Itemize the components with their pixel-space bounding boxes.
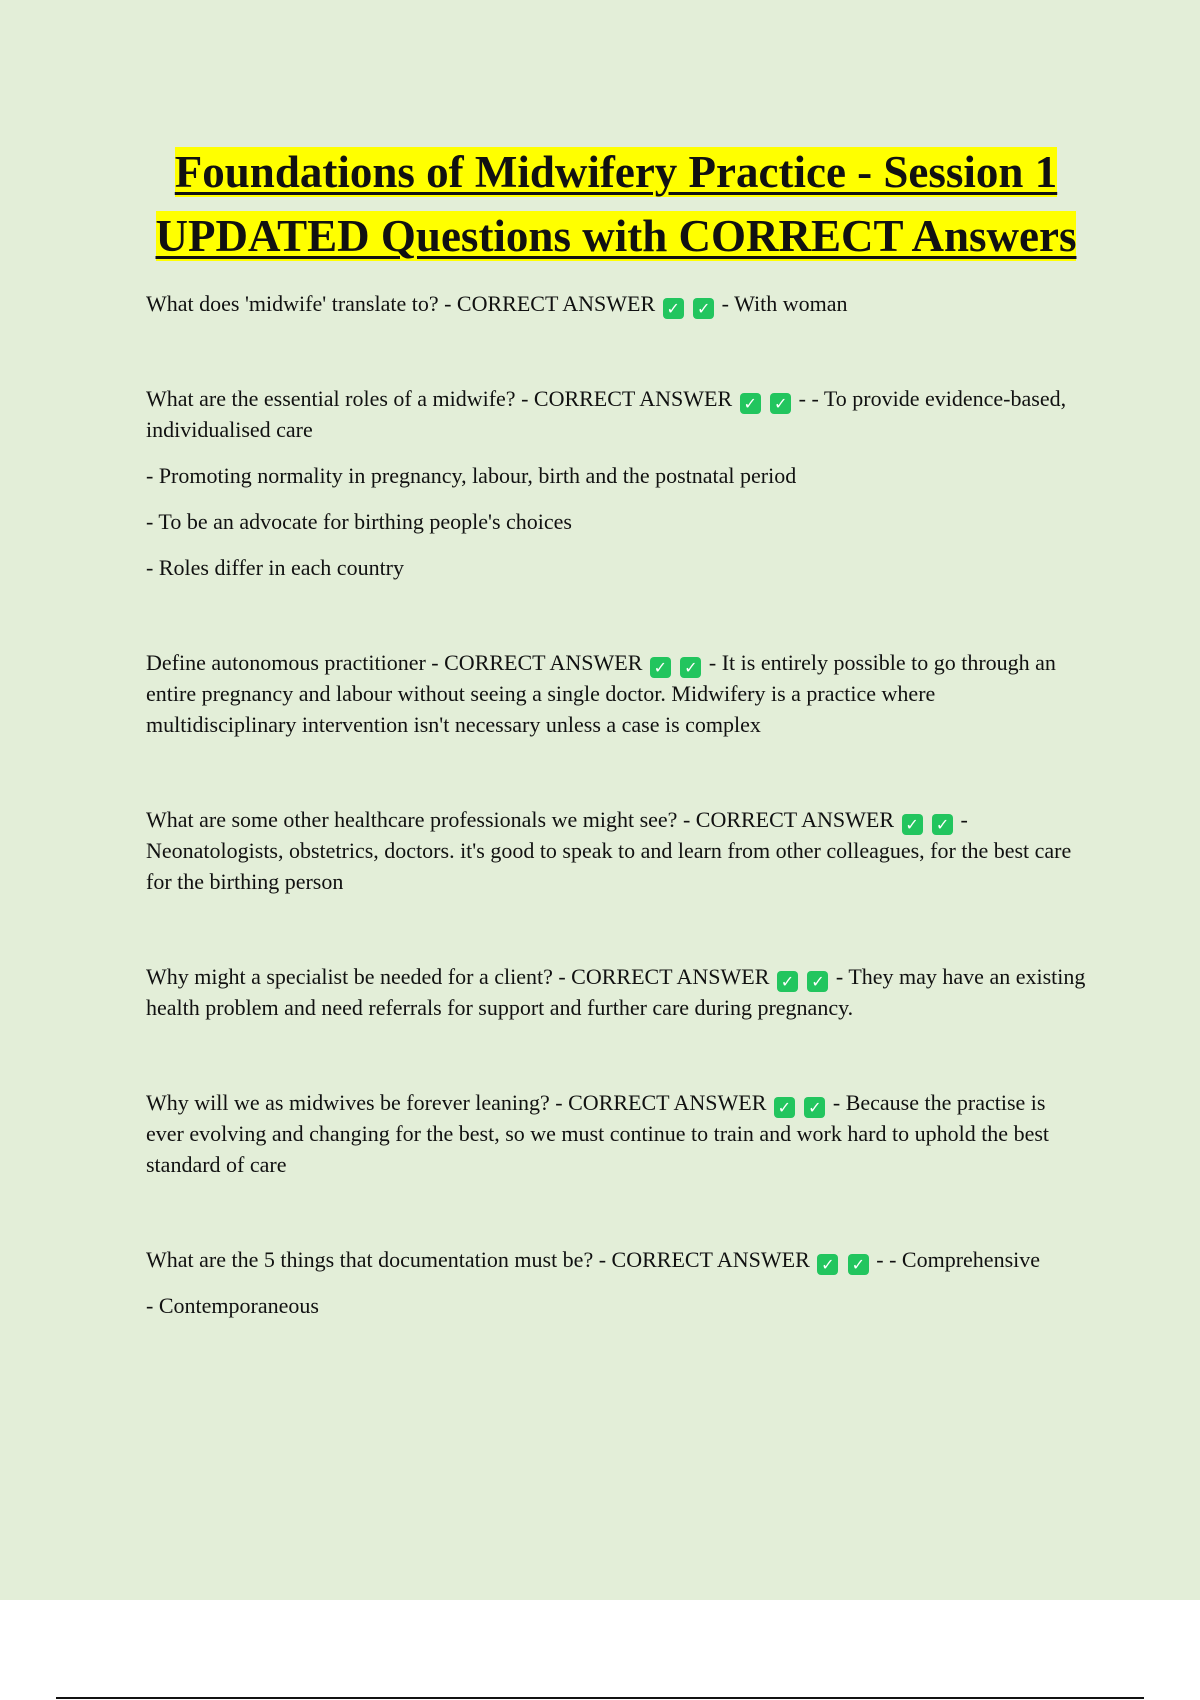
footer-divider	[56, 1697, 1144, 1699]
qa-item	[146, 1244, 1086, 1321]
qa-main-line	[146, 961, 1086, 1023]
answer-text: - - To provide evidence-based, individualised care	[146, 386, 1067, 442]
qa-item	[146, 647, 1086, 740]
answer-text: - They may have an existing health problem and need referrals for support and further care during pregnancy.	[146, 964, 1086, 1020]
qa-main-line	[146, 647, 1086, 740]
check-mark-icon: ✓	[680, 657, 701, 678]
document-title	[146, 140, 1086, 268]
check-mark-icon: ✓	[807, 971, 828, 992]
document-title-text: Foundations of Midwifery Practice - Session 1 UPDATED Questions with CORRECT Answers	[155, 147, 1077, 261]
qa-main-line	[146, 1087, 1086, 1180]
qa-main-line	[146, 804, 1086, 897]
check-mark-icon: ✓	[770, 393, 791, 414]
check-mark-icon: ✓	[777, 971, 798, 992]
question-text: What are the 5 things that documentation must be? - CORRECT ANSWER	[146, 1247, 810, 1272]
check-mark-icon: ✓	[848, 1254, 869, 1275]
check-mark-icon: ✓	[740, 393, 761, 414]
answer-text: - - Comprehensive	[876, 1247, 1041, 1272]
qa-item	[146, 383, 1086, 583]
document-content	[146, 140, 1086, 1385]
check-mark-icon: ✓	[932, 814, 953, 835]
question-text: What are the essential roles of a midwife? - CORRECT ANSWER	[146, 386, 733, 411]
answer-bullet-line: - To be an advocate for birthing people's choices	[146, 509, 572, 534]
check-mark-icon: ✓	[663, 298, 684, 319]
answer-bullet-line: - Promoting normality in pregnancy, labour, birth and the postnatal period	[146, 463, 797, 488]
qa-main-line	[146, 383, 1086, 445]
qa-main-line	[146, 288, 1086, 319]
check-mark-icon: ✓	[774, 1097, 795, 1118]
check-mark-icon: ✓	[804, 1097, 825, 1118]
check-mark-icon: ✓	[817, 1254, 838, 1275]
answer-bullet-line: - Roles differ in each country	[146, 555, 405, 580]
answer-text: - It is entirely possible to go through an entire pregnancy and labour without seeing a single doctor. Midwifery is a practice where multidisciplinary intervention isn't necessary unless a case is complex	[146, 650, 1056, 737]
qa-item	[146, 1087, 1086, 1180]
qa-list	[146, 288, 1086, 1321]
answer-text: - Neonatologists, obstetrics, doctors. it's good to speak to and learn from other colleagues, for the best care for the birthing person	[146, 807, 1072, 894]
check-mark-icon: ✓	[650, 657, 671, 678]
question-text: What are some other healthcare professionals we might see? - CORRECT ANSWER	[146, 807, 895, 832]
question-text: Why might a specialist be needed for a client? - CORRECT ANSWER	[146, 964, 770, 989]
question-text: What does 'midwife' translate to? - CORRECT ANSWER	[146, 291, 656, 316]
qa-item	[146, 961, 1086, 1023]
answer-text: - Because the practise is ever evolving and changing for the best, so we must continue to train and work hard to uphold the best standard of care	[146, 1090, 1050, 1177]
check-mark-icon: ✓	[902, 814, 923, 835]
answer-bullet-line: - Contemporaneous	[146, 1293, 319, 1318]
qa-item	[146, 804, 1086, 897]
qa-item	[146, 288, 1086, 319]
answer-text: - With woman	[721, 291, 848, 316]
question-text: Why will we as midwives be forever leaning? - CORRECT ANSWER	[146, 1090, 767, 1115]
check-mark-icon: ✓	[693, 298, 714, 319]
question-text: Define autonomous practitioner - CORRECT ANSWER	[146, 650, 643, 675]
qa-main-line	[146, 1244, 1086, 1275]
